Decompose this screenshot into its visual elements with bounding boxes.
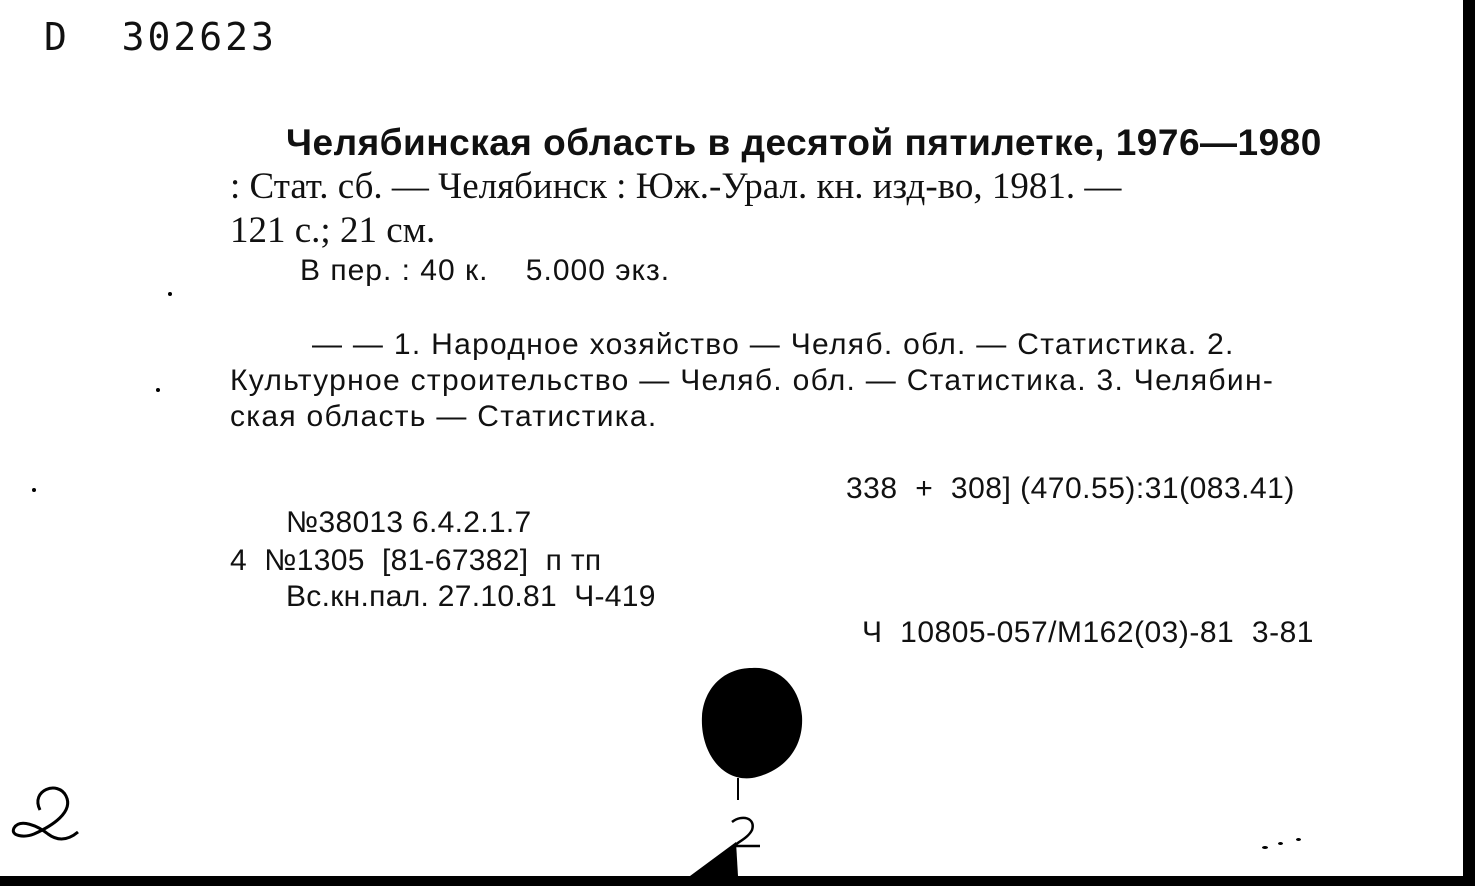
subject-headings-line-1: — — 1. Народное хозяйство — Челяб. обл. — Статистика. 2. (312, 328, 1235, 361)
record-number: №38013 6.4.2.1.7 (286, 506, 532, 539)
registration-line: 4 №1305 [81-67382] п тп (230, 544, 602, 577)
bbk-code: Ч 10805-057/М162(03)-81 3-81 (862, 616, 1314, 649)
cut-notch (690, 842, 738, 876)
price-and-print-run: В пер. : 40 к. 5.000 экз. (300, 254, 671, 287)
subject-headings-line-2: Культурное строительство — Челяб. обл. — Статистика. 3. Челябин- (230, 364, 1275, 397)
handwritten-signature (13, 788, 78, 839)
handwritten-mark (732, 818, 760, 846)
udc-classification: 338 + 308] (470.55):31(083.41) (846, 472, 1295, 505)
accession-number: D 302623 (44, 15, 277, 59)
book-chamber-line: Вс.кн.пал. 27.10.81 Ч-419 (286, 580, 656, 613)
punched-hole (702, 668, 802, 778)
book-title: Челябинская область в десятой пятилетке, 1976—1980 (286, 122, 1322, 163)
physical-description: 121 с.; 21 см. (230, 210, 436, 251)
subject-headings-line-3: ская область — Статистика. (230, 400, 658, 433)
publication-details: : Стат. сб. — Челябинск : Юж.-Урал. кн. изд-во, 1981. — (230, 166, 1122, 207)
